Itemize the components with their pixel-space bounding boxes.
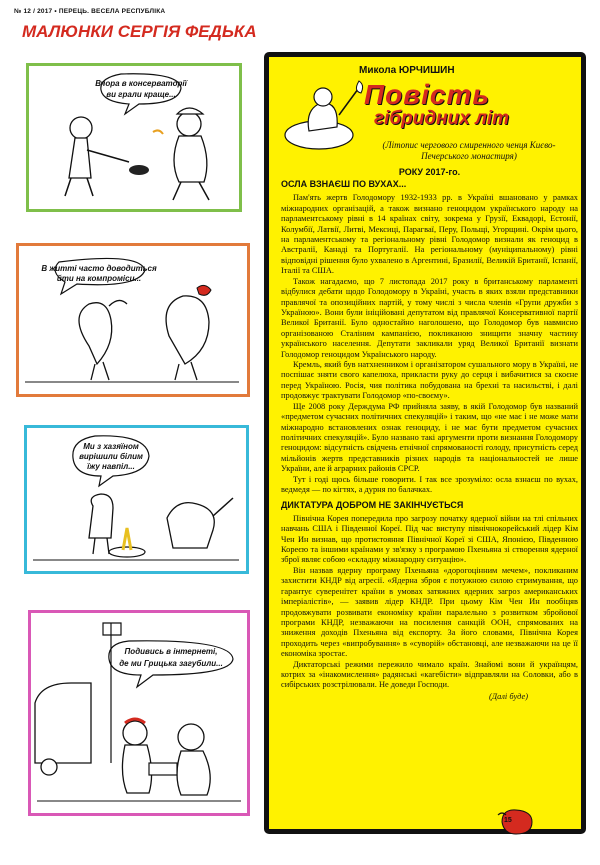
cartoon-1-line-2: ви грали краще... (106, 90, 176, 99)
section-1-paragraph: Пам'ять жертв Голодомору 1932-1933 рр. в Україні вшановано у рамках міжнародних організацій, а також визнано геноцидом українського народу на парламентському рівні в 14 країнах світу, зокрема у Грузії, Еквадорі, Естонії, Колумбії, Латвії, Литві, Мексиці, Парагваї, Перу, Польщі, Угорщині. Окрім цього, на парламентському та регіональному рівні Голодомор визнали як геноцид в Австралії, Канаді та Португалії. На регіональному (муніципальному) рівні відповідні рішення було ухвалено в Аргентині, Бразилії, Великій Британії, Іспанії, Італії та США. (281, 193, 578, 276)
running-head: № 12 / 2017 • ПЕРЕЦЬ. ВЕСЕЛА РЕСПУБЛІКА (14, 8, 166, 15)
article-author: Микола ЮРЧИШИН (359, 65, 455, 76)
section-1-paragraph: Ще 2008 року Держдума РФ прийняла заяву, в якій Голодомор був названий «предметом сучасних політичних спекуляцій» і таким, що «не має і не може мати міжнародно встановлених ознак геноциду, і не має бути предметом сучасних політичних спекуляцій». Було названо такі аргументи проти визнання Голодомору геноцидом: відсутність свідчень етнічної спрямованості голоду, присутність серед мільйонів жертв представників різних народів та національностей не лише України, але й аграрних районів СРСР. (281, 401, 578, 474)
section-2-heading: ДИКТАТУРА ДОБРОМ НЕ ЗАКІНЧУЄТЬСЯ (281, 499, 464, 510)
section-2-paragraph: Він назвав ядерну програму Пхеньяна «дорогоцінним мечем», покликаним захистити КНДР від агресії. «Ядерна зброя є потужною силою стримування, що гарантує суверенітет країни в умовах затяжних ядерних загроз американських імперіалістів», — заявив лідер КНДР. При цьому Кім Чен Ин пообіцяв продовжувати розвивати економіку країни паралельно з розвитком збройової програми КНДР, незважаючи на посилення санкцій ООН, спрямованих на зниження доходів Пхеньяна від експорту. За його словами, Північна Корея проходить через «випробування» в «суворій» обстановці, але незважаючи на це її економіка зростає. (281, 565, 578, 659)
cartoon-2-line-1: В житті часто доводиться (41, 264, 157, 273)
page-number: 15 (504, 817, 512, 824)
cartoon-4-line-2: де ми Грицька загубили... (119, 659, 223, 668)
section-1-heading: ОСЛА ВЗНАЄШ ПО ВУХАХ... (281, 179, 407, 190)
section-1-paragraph: Кремль, який був натхненником і організатором сушального мору в Україні, не поспішає зняти свого капелюха, прикласти руку до серця і вибачитися за скоєне перед Україною. Росія, чия політика побудована на брехні та насильстві, і далі продовжує трактувати Голодомор «по-своєму». (281, 360, 578, 401)
cartoon-2-line-2: йти на компроміси... (56, 274, 142, 283)
cartoon-1 (26, 63, 242, 212)
cartoon-2-drawing (19, 246, 247, 394)
cartoon-4-line-1: Подивись в інтернеті, (124, 647, 218, 656)
article-headline (364, 81, 509, 128)
article-body (281, 167, 578, 702)
cartoon-3-line-3: їжу навпіл... (87, 462, 135, 471)
headline-line-2: гібридних літ (374, 108, 510, 129)
cartoon-3-line-2: вирішили білим (79, 452, 143, 461)
section-1-paragraph: Також нагадаємо, що 7 листопада 2017 року в британському парламенті відбулися дебати щодо Голодомору в Україні, участь в яких взяли представники правлячої та опозиційних партій, у тому числі з числа членів «Групи дружби з Україною». Вони були ініційовані депутатом від правлячої Консервативної партії Великої Британії. Було одностайно наголошено, що Голодомор був навмисно організованою Сталіним кампанією, покликаною знищити значну частину українського населення. Депутати закликали уряд Великої Британії визнати Голодомор геноцидом Українського народу. (281, 276, 578, 359)
cartoon-4 (28, 610, 250, 816)
cartoon-3-drawing (27, 428, 246, 571)
cartoon-2 (16, 243, 250, 397)
article-subnote: (Літопис чергового смиренного ченця Києво-Печерського монастиря) (382, 140, 556, 162)
section-2-paragraph: Диктаторські режими пережило чимало країн. Знайомі вони й українцям, котрих за «інакомислення» радянські «кагебісти» відправляли на Соловки, або в сибірських розстрілювали. Не доведи Господи. (281, 659, 578, 690)
to-be-continued: (Далі буде) (488, 691, 528, 701)
article-panel (264, 52, 586, 834)
headline-line-1: Повість (364, 79, 491, 110)
section-1-paragraph: Тут і годі щось більше говорити. І так все зрозуміло: осла взнаєш по вухах, ведмедя — по кігтях, а дурня по балачках. (281, 474, 578, 495)
scribe-monk-illustration (279, 75, 364, 155)
cartoon-1-drawing (29, 66, 239, 209)
pepper-logo-icon (496, 807, 536, 837)
year-heading: РОКУ 2017-го. (398, 167, 461, 177)
cartoon-3-line-1: Ми з хазяїном (83, 442, 139, 451)
cartoon-4-drawing (31, 613, 247, 813)
section-title: МАЛЮНКИ СЕРГІЯ ФЕДЬКА (22, 22, 257, 41)
section-2-paragraph: Північна Корея попередила про загрозу початку ядерної війни на тлі спільних навчань США і Південної Кореї. Під час виступу північнокорейський лідер Кім Чен Ин визнав, що протистояння Північної Кореї зі США, Японією, Південною Кореєю та іншими країнами у зв'язку з програмою Пхеньяна зі створення ядерної зброї являє собою «складну міжнародну ситуацію». (281, 513, 578, 565)
cartoon-3 (24, 425, 249, 574)
cartoon-1-line-1: Вчора в консерваторії (95, 79, 187, 88)
